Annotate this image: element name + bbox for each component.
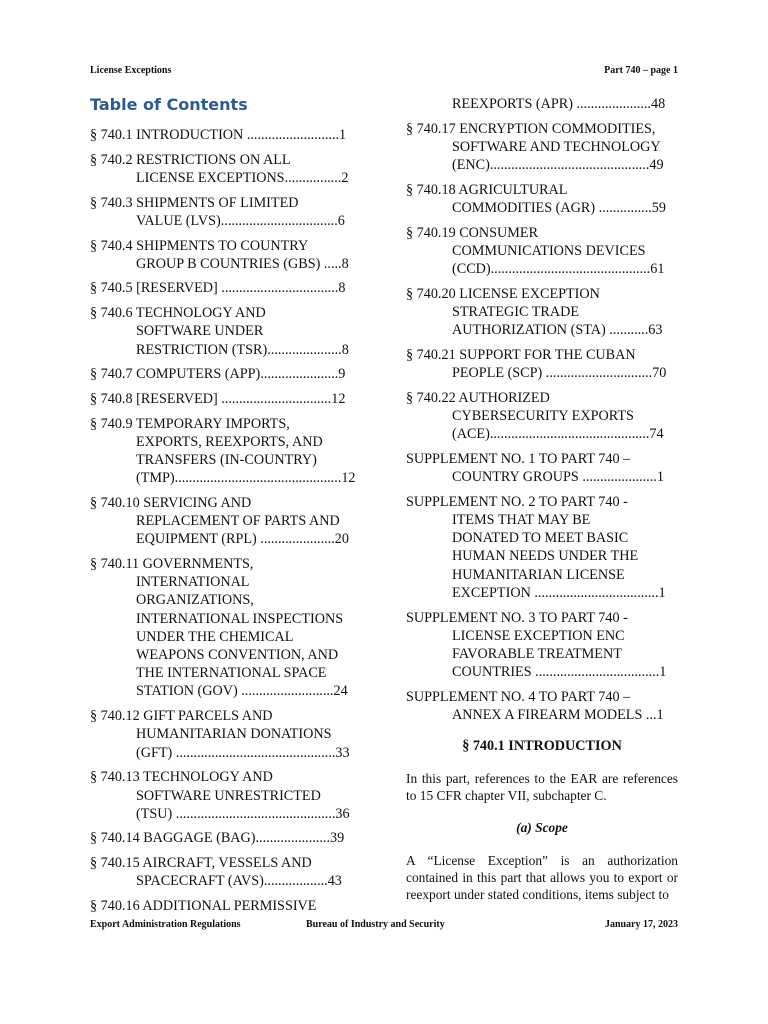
- toc-entry-line: § 740.17 ENCRYPTION COMMODITIES,: [406, 120, 656, 137]
- toc-entry-line: § 740.7 COMPUTERS (APP)......................9: [90, 366, 346, 383]
- toc-entry: [90, 897, 362, 915]
- toc-entry-line: § 740.11 GOVERNMENTS,: [90, 556, 254, 573]
- toc-entry-line: RESTRICTION (TSR).....................8: [136, 341, 349, 358]
- toc-entry-line: SOFTWARE AND TECHNOLOGY: [452, 138, 661, 155]
- toc-entry-line: (GFT) .............................................33: [136, 744, 350, 761]
- toc-entry-line: GROUP B COUNTRIES (GBS) .....8: [136, 255, 349, 272]
- running-header-left: License Exceptions: [90, 65, 172, 76]
- toc-entry-line: HUMAN NEEDS UNDER THE: [452, 548, 639, 565]
- toc-entry-continuation: [406, 95, 678, 113]
- toc-entry-line: § 740.1 INTRODUCTION ..........................1: [90, 127, 347, 143]
- toc-entry-line: § 740.12 GIFT PARCELS AND: [90, 708, 273, 725]
- toc-entry-line: § 740.19 CONSUMER: [406, 224, 539, 241]
- toc-entry-line: § 740.9 TEMPORARY IMPORTS,: [90, 415, 290, 432]
- toc-entry-line: (CCD).............................................61: [452, 261, 665, 278]
- toc-entry: [90, 365, 362, 383]
- toc-entry-line: HUMANITARIAN LICENSE: [452, 566, 625, 583]
- toc-entry-line: PEOPLE (SCP) ..............................70: [452, 365, 667, 382]
- toc-entry: [90, 194, 362, 230]
- footer-left: Export Administration Regulations: [90, 919, 241, 930]
- toc-entry-line: ORGANIZATIONS,: [136, 592, 254, 609]
- toc-entry: [90, 707, 362, 762]
- toc-entry-line: § 740.14 BAGGAGE (BAG).....................39: [90, 830, 345, 847]
- toc-entry-line: § 740.3 SHIPMENTS OF LIMITED: [90, 194, 299, 211]
- toc-entry: [90, 126, 362, 144]
- running-header-page: Part 740 – page 1: [604, 65, 678, 76]
- footer-middle: Bureau of Industry and Security: [306, 919, 445, 930]
- toc-entry-line: WEAPONS CONVENTION, AND: [136, 647, 339, 664]
- toc-entry-line: STATION (GOV) ..........................24: [136, 683, 348, 700]
- toc-entry-line: § 740.20 LICENSE EXCEPTION: [406, 285, 600, 302]
- toc-entry-line: § 740.8 [RESERVED] ...............................12: [90, 390, 346, 407]
- toc-entry: [90, 555, 362, 701]
- toc-entry-line: SUPPLEMENT NO. 4 TO PART 740 –: [406, 688, 631, 705]
- toc-entry-line: ITEMS THAT MAY BE: [452, 512, 591, 529]
- toc-entry-line: DONATED TO MEET BASIC: [452, 530, 629, 547]
- toc-entry-line: § 740.16 ADDITIONAL PERMISSIVE: [90, 898, 317, 915]
- toc-column-left: [90, 126, 362, 922]
- toc-entry-line: COUNTRIES ...................................1: [452, 664, 667, 681]
- toc-entry-line: AUTHORIZATION (STA) ...........63: [452, 322, 663, 339]
- toc-entry: [406, 346, 678, 382]
- toc-entry-line: SUPPLEMENT NO. 1 TO PART 740 –: [406, 450, 631, 467]
- toc-entry-line: SOFTWARE UNDER: [136, 323, 264, 340]
- toc-entry-line: EXCEPTION ...................................1: [452, 584, 666, 601]
- toc-entry-line: ANNEX A FIREARM MODELS ...1: [452, 707, 664, 724]
- toc-entry: [90, 415, 362, 488]
- toc-entry-line: § 740.21 SUPPORT FOR THE CUBAN: [406, 346, 636, 363]
- toc-entry: [406, 120, 678, 175]
- toc-entry-line: (ACE).............................................74: [452, 426, 664, 443]
- toc-entry: [90, 854, 362, 890]
- toc-entry-line: LICENSE EXCEPTIONS................2: [136, 169, 349, 186]
- toc-column-right: [406, 95, 678, 731]
- toc-entry: [406, 285, 678, 340]
- toc-entry-line: INTERNATIONAL INSPECTIONS: [136, 610, 344, 627]
- toc-entry: [406, 224, 678, 279]
- toc-entry: [90, 151, 362, 187]
- toc-entry: [90, 237, 362, 273]
- toc-entry-line: § 740.5 [RESERVED] .................................8: [90, 280, 346, 297]
- toc-entry-line: CYBERSECURITY EXPORTS: [452, 408, 634, 425]
- toc-entry-line: VALUE (LVS).................................6: [136, 212, 345, 229]
- scope-subheading: (a) Scope: [516, 820, 568, 835]
- toc-entry-line: THE INTERNATIONAL SPACE: [136, 665, 327, 682]
- toc-entry: [406, 493, 678, 602]
- footer-date: January 17, 2023: [604, 919, 678, 930]
- toc-entry-line: SUPPLEMENT NO. 2 TO PART 740 -: [406, 493, 628, 510]
- toc-entry-line: § 740.13 TECHNOLOGY AND: [90, 769, 273, 786]
- toc-entry-line: SPACECRAFT (AVS)..................43: [136, 873, 342, 890]
- toc-entry-line: (TMP)...............................................12: [136, 470, 356, 487]
- toc-entry-line: § 740.22 AUTHORIZED: [406, 389, 550, 406]
- toc-entry-line: SUPPLEMENT NO. 3 TO PART 740 -: [406, 609, 628, 626]
- toc-entry-line: TRANSFERS (IN-COUNTRY): [136, 452, 317, 469]
- toc-entry-line: INTERNATIONAL: [136, 574, 250, 591]
- toc-entry-line: UNDER THE CHEMICAL: [136, 628, 294, 645]
- toc-entry-line: COUNTRY GROUPS .....................1: [452, 469, 664, 486]
- toc-entry-line: COMMUNICATIONS DEVICES: [452, 242, 646, 259]
- toc-entry: [406, 450, 678, 486]
- toc-entry-line: REEXPORTS (APR) .....................48: [452, 96, 666, 112]
- toc-entry-line: (ENC).............................................49: [452, 157, 664, 174]
- toc-entry-line: EQUIPMENT (RPL) .....................20: [136, 531, 349, 548]
- toc-entry-line: COMMODITIES (AGR) ...............59: [452, 200, 666, 217]
- toc-entry-line: § 740.4 SHIPMENTS TO COUNTRY: [90, 237, 309, 254]
- toc-entry-line: § 740.15 AIRCRAFT, VESSELS AND: [90, 855, 312, 872]
- toc-entry: [90, 304, 362, 359]
- toc-entry: [90, 829, 362, 847]
- scope-paragraph: A “License Exception” is an authorization contained in this part that allows you to export or reexport under stated conditions, items subject to: [406, 853, 678, 902]
- toc-entry-line: REPLACEMENT OF PARTS AND: [136, 513, 340, 530]
- toc-entry: [90, 279, 362, 297]
- toc-entry-line: SOFTWARE UNRESTRICTED: [136, 787, 321, 804]
- toc-entry-line: FAVORABLE TREATMENT: [452, 645, 622, 662]
- intro-paragraph: In this part, references to the EAR are references to 15 CFR chapter VII, subchapter C.: [406, 771, 678, 803]
- section-heading: § 740.1 INTRODUCTION: [462, 738, 622, 754]
- toc-entry-line: § 740.6 TECHNOLOGY AND: [90, 305, 266, 322]
- toc-entry: [90, 390, 362, 408]
- toc-entry: [90, 494, 362, 549]
- toc-entry-line: HUMANITARIAN DONATIONS: [136, 726, 332, 743]
- toc-entry-line: STRATEGIC TRADE: [452, 304, 580, 321]
- toc-entry-line: LICENSE EXCEPTION ENC: [452, 627, 625, 644]
- toc-entry-line: § 740.18 AGRICULTURAL: [406, 181, 568, 198]
- toc-entry: [406, 181, 678, 217]
- toc-entry: [406, 389, 678, 444]
- toc-entry-line: EXPORTS, REEXPORTS, AND: [136, 433, 323, 450]
- toc-entry-line: § 740.10 SERVICING AND: [90, 494, 252, 511]
- toc-entry: [90, 768, 362, 823]
- toc-entry-line: (TSU) .............................................36: [136, 805, 350, 822]
- toc-title: Table of Contents: [90, 95, 248, 114]
- toc-entry: [406, 609, 678, 682]
- toc-entry: [406, 688, 678, 724]
- toc-entry-line: § 740.2 RESTRICTIONS ON ALL: [90, 151, 291, 168]
